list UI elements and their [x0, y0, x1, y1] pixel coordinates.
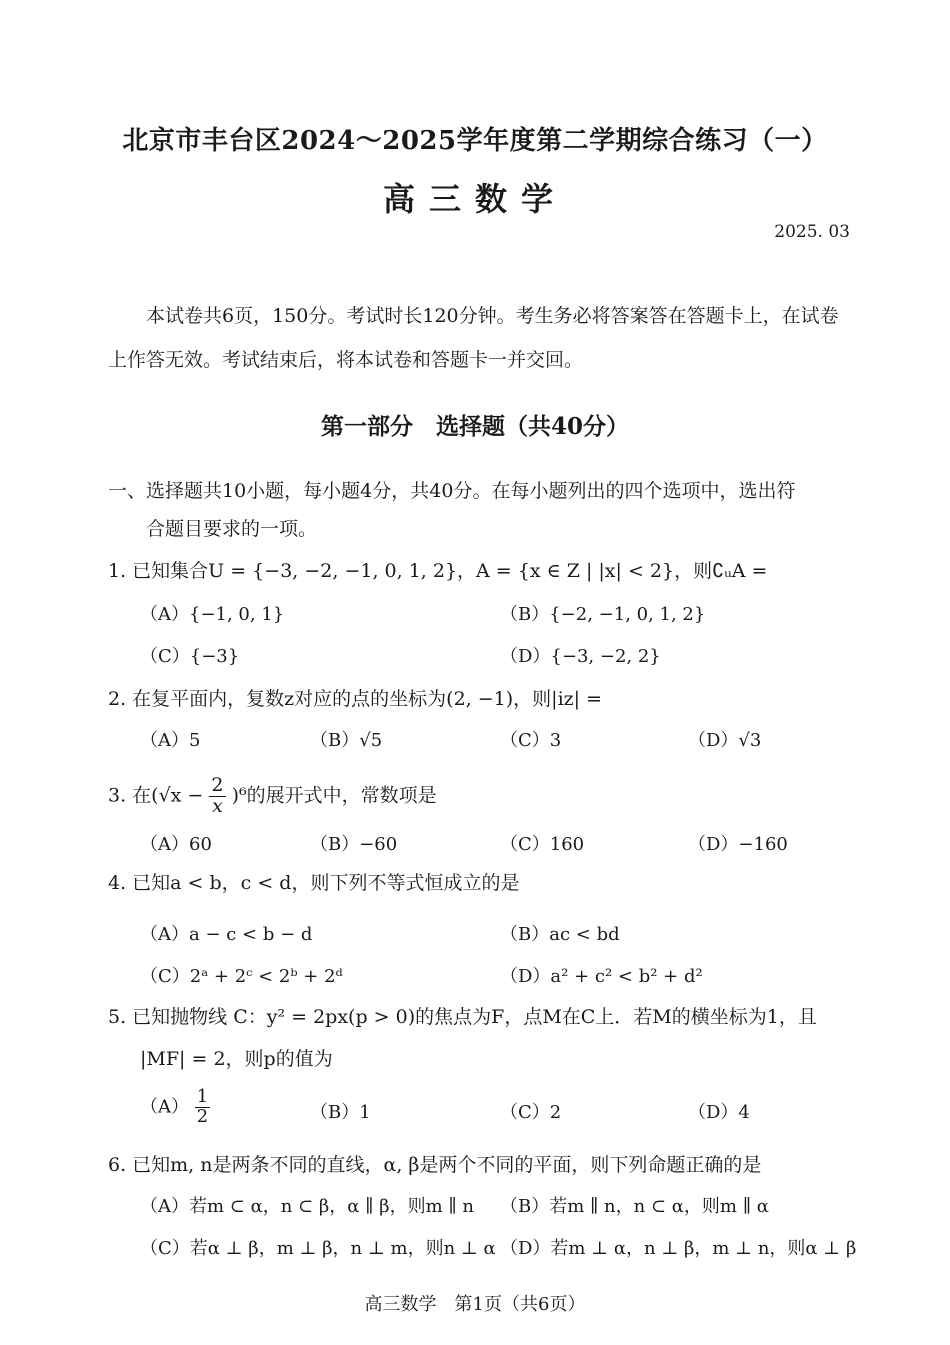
question-1-option-d: （D）{−3, −2, 2} [500, 646, 661, 667]
question-5-option-a-label: （A） [140, 1096, 189, 1118]
exam-date: 2025. 03 [774, 222, 850, 242]
section-intro-cont: 合题目要求的一项。 [146, 518, 318, 540]
question-3-fraction-denominator: x [212, 794, 223, 817]
question-5-option-c: （C）2 [500, 1102, 562, 1123]
question-5-option-b: （B）1 [310, 1102, 371, 1123]
question-5-option-a-fraction [195, 1088, 210, 1127]
question-6-option-c: （C）若α ⊥ β，m ⊥ β，n ⊥ m，则n ⊥ α [140, 1238, 496, 1259]
question-3-fraction [209, 776, 225, 817]
question-2-option-a: （A）5 [140, 730, 201, 751]
question-5-option-a [140, 1088, 210, 1127]
subject-title: 高三数学 [382, 180, 567, 218]
question-1-stem: 1. 已知集合U = {−3, −2, −1, 0, 1, 2}，A = {x ∈ Z | |x| < 2}，则∁ᵤA = [108, 560, 768, 582]
page-footer: 高三数学 第1页（共6页） [364, 1294, 586, 1315]
question-3-option-a: （A）60 [140, 834, 212, 855]
part-title: 第一部分 选择题（共40分） [320, 413, 629, 440]
question-3-option-c: （C）160 [500, 834, 585, 855]
question-5-option-a-numerator: 1 [196, 1086, 209, 1107]
question-2-option-c: （C）3 [500, 730, 562, 751]
question-4-stem: 4. 已知a < b，c < d，则下列不等式恒成立的是 [108, 872, 520, 894]
question-1-option-c: （C）{−3} [140, 646, 240, 667]
question-6-option-a: （A）若m ⊂ α，n ⊂ β，α ∥ β，则m ∥ n [140, 1196, 475, 1217]
question-4-option-d: （D）a² + c² < b² + d² [500, 966, 703, 987]
question-3-stem-prefix: 3. 在(√x − [108, 784, 204, 807]
question-3-option-d: （D）−160 [688, 834, 788, 855]
question-1-option-b: （B）{−2, −1, 0, 1, 2} [500, 604, 706, 625]
question-1-option-a: （A）{−1, 0, 1} [140, 604, 285, 625]
question-6-option-b: （B）若m ∥ n，n ⊂ α，则m ∥ α [500, 1196, 769, 1217]
exam-title: 北京市丰台区2024～2025学年度第二学期综合练习（一） [122, 126, 828, 156]
question-5-stem-line1: 5. 已知抛物线 C：y² = 2px(p > 0)的焦点为F，点M在C上．若M的横坐标为1，且 [108, 1006, 817, 1028]
question-5-stem-line2: |MF| = 2，则p的值为 [140, 1048, 333, 1070]
question-2-option-d: （D）√3 [688, 730, 762, 751]
question-3-stem [108, 776, 437, 817]
question-6-option-d: （D）若m ⊥ α，n ⊥ β，m ⊥ n，则α ⊥ β [500, 1238, 857, 1259]
question-5-option-d: （D）4 [688, 1102, 750, 1123]
question-2-stem: 2. 在复平面内，复数z对应的点的坐标为(2, −1)，则|iz| = [108, 688, 603, 710]
section-intro: 一、选择题共10小题，每小题4分，共40分。在每小题列出的四个选项中，选出符 [108, 480, 796, 502]
exam-notice: 本试卷共6页，150分。考试时长120分钟。考生务必将答案答在答题卡上，在试卷上作答无效。考试结束后，将本试卷和答题卡一并交回。 [108, 305, 839, 371]
question-4-option-c: （C）2ᵃ + 2ᶜ < 2ᵇ + 2ᵈ [140, 966, 343, 987]
question-2-option-b: （B）√5 [310, 730, 383, 751]
question-3-option-b: （B）−60 [310, 834, 398, 855]
question-3-fraction-numerator: 2 [211, 774, 224, 796]
question-6-stem: 6. 已知m, n是两条不同的直线，α, β是两个不同的平面，则下列命题正确的是 [108, 1154, 762, 1176]
question-4-option-b: （B）ac < bd [500, 924, 620, 945]
question-4-option-a: （A）a − c < b − d [140, 924, 313, 945]
question-3-stem-suffix: )⁶的展开式中，常数项是 [231, 784, 437, 807]
question-5-option-a-denominator: 2 [196, 1105, 209, 1127]
